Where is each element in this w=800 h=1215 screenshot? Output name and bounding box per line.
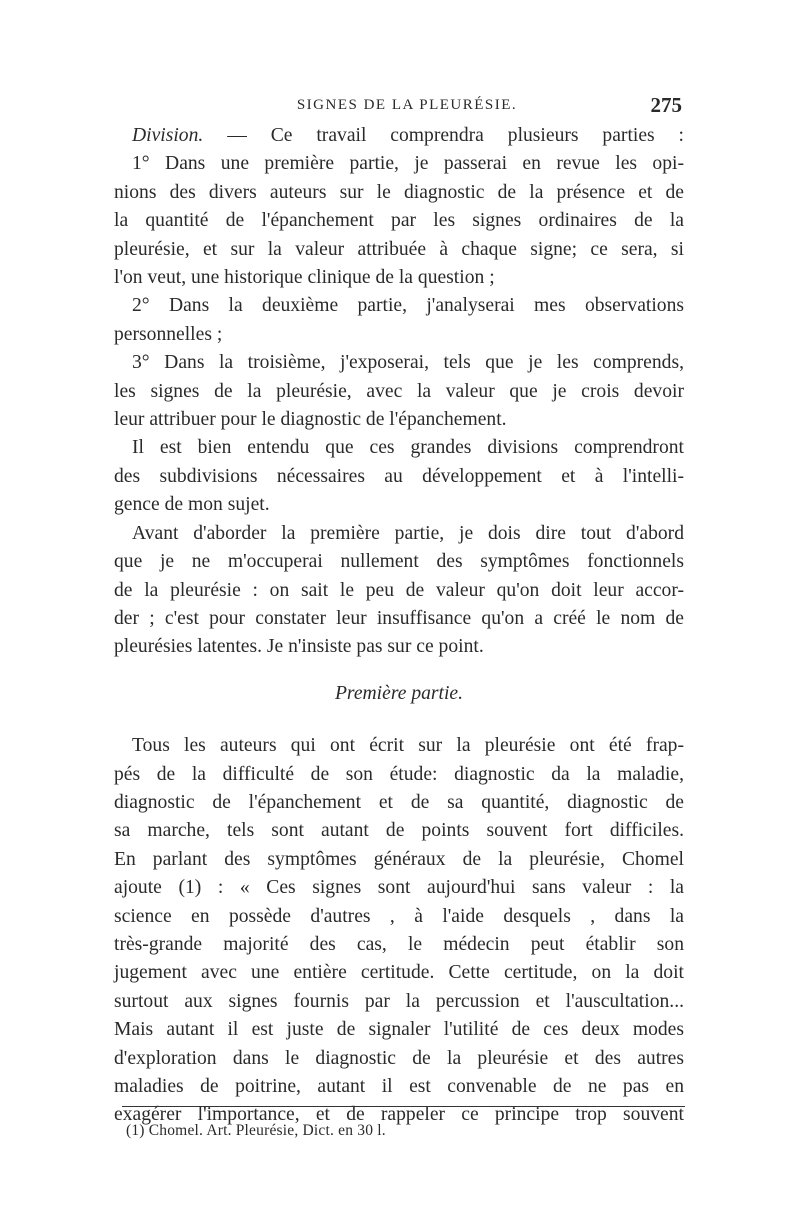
page-header	[112, 93, 682, 121]
text-line: surtout aux signes fournis par la percussion et l'auscultation...	[114, 990, 684, 1012]
text-line: que je ne m'occuperai nullement des symptômes fonctionnels	[114, 551, 684, 573]
main-text	[114, 122, 684, 1130]
text-line: diagnostic de l'épanchement et de sa quantité, diagnostic de	[114, 791, 684, 813]
text-line: ajoute (1) : « Ces signes sont aujourd'hui sans valeur : la	[114, 877, 684, 899]
text-line: Mais autant il est juste de signaler l'utilité de ces deux modes	[114, 1019, 684, 1041]
text-line: 3° Dans la troisième, j'exposerai, tels que je les comprends,	[132, 352, 684, 374]
text-line: Division. — Ce travail comprendra plusieurs parties :	[132, 125, 684, 146]
footnote: (1) Chomel. Art. Pleurésie, Dict. en 30 l.	[126, 1122, 386, 1139]
running-title: SIGNES DE LA PLEURÉSIE.	[296, 97, 518, 113]
text-line: des subdivisions nécessaires au développement et à l'intelli-	[114, 465, 684, 487]
text-line: de la pleurésie : on sait le peu de valeur qu'on doit leur accor-	[114, 579, 684, 601]
text-line: l'on veut, une historique clinique de la question ;	[114, 267, 495, 289]
text-line: la quantité de l'épanchement par les signes ordinaires de la	[114, 210, 684, 232]
text-line: les signes de la pleurésie, avec la valeur que je crois devoir	[114, 380, 684, 402]
footnote-divider	[122, 1106, 685, 1107]
text-line: Avant d'aborder la première partie, je dois dire tout d'abord	[132, 522, 684, 544]
text-line: pés de la difficulté de son étude: diagnostic da la maladie,	[114, 763, 684, 785]
text-line: 1° Dans une première partie, je passerai en revue les opi-	[132, 153, 684, 175]
text-line: leur attribuer pour le diagnostic de l'épanchement.	[114, 409, 507, 431]
text-line: 2° Dans la deuxième partie, j'analyserai mes observations	[132, 295, 684, 317]
text-line: nions des divers auteurs sur le diagnostic de la présence et de	[114, 181, 684, 203]
page-number: 275	[650, 93, 682, 117]
text-line: science en possède d'autres , à l'aide desquels , dans la	[114, 905, 684, 927]
text-line: Tous les auteurs qui ont écrit sur la pleurésie ont été frap-	[132, 735, 684, 757]
text-line: personnelles ;	[114, 323, 223, 345]
text-line: Il est bien entendu que ces grandes divisions comprendront	[132, 437, 684, 459]
text-line: maladies de poitrine, autant il est convenable de ne pas en	[114, 1076, 684, 1097]
text-line: sa marche, tels sont autant de points souvent fort difficiles.	[114, 820, 684, 842]
text-line: exagérer l'importance, et de rappeler ce principe trop souvent	[114, 1104, 684, 1126]
division-label: Division.	[132, 125, 204, 146]
text-line: pleurésie, et sur la valeur attribuée à chaque signe; ce sera, si	[114, 238, 684, 260]
text-line: En parlant des symptômes généraux de la pleurésie, Chomel	[114, 848, 684, 870]
text-line: pleurésies latentes. Je n'insiste pas sur ce point.	[114, 636, 484, 658]
text-line: gence de mon sujet.	[114, 494, 270, 516]
text-line: très-grande majorité des cas, le médecin peut établir son	[114, 933, 684, 955]
text-line: der ; c'est pour constater leur insuffisance qu'on a créé le nom de	[114, 607, 684, 629]
text-line: jugement avec une entière certitude. Cette certitude, on la doit	[114, 962, 684, 984]
section-title: Première partie.	[334, 682, 464, 704]
text-line: d'exploration dans le diagnostic de la pleurésie et des autres	[114, 1047, 684, 1069]
